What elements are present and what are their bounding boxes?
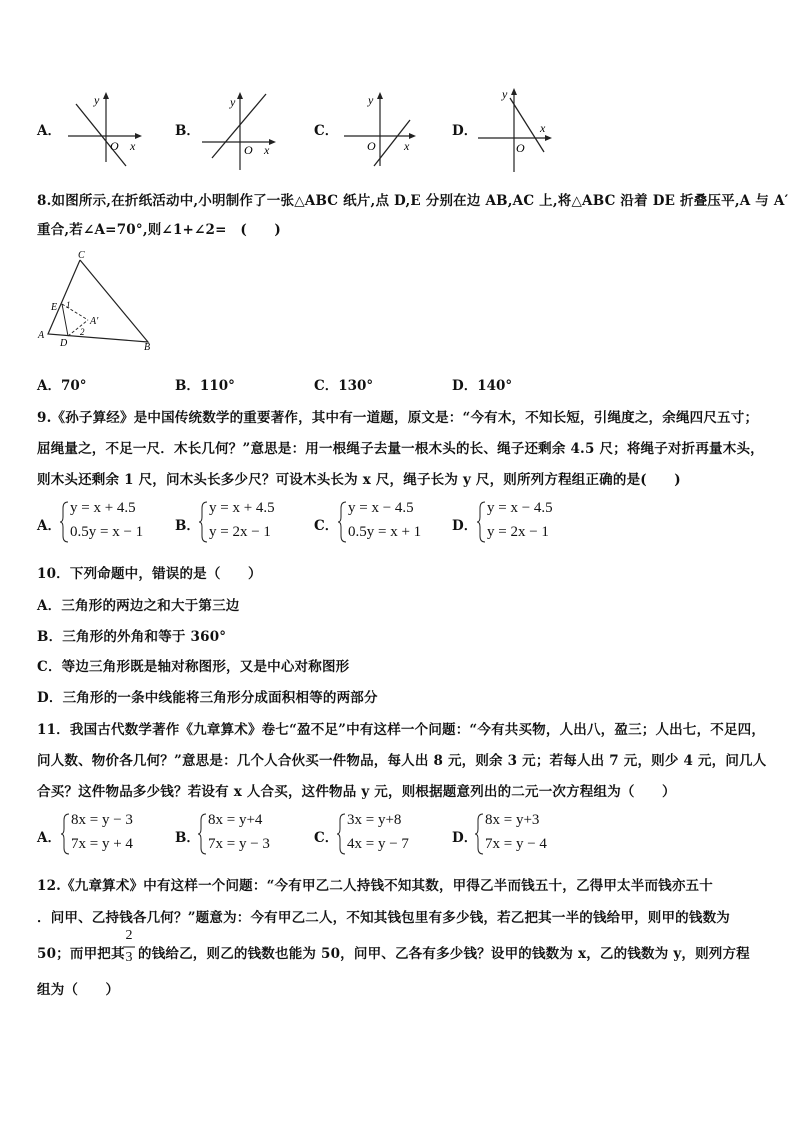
q7-graph-b bbox=[200, 90, 280, 170]
q11-d-eq1: 8x = y+3 bbox=[485, 812, 540, 828]
q11-d-brace bbox=[475, 812, 485, 856]
q9-c-eq1: y = x − 4.5 bbox=[348, 500, 414, 516]
q9-d-eq2: y = 2x − 1 bbox=[487, 524, 549, 540]
q7-b-o: O bbox=[244, 143, 253, 157]
q9-option-a-label: A． bbox=[37, 518, 61, 534]
q11-option-c-label: C． bbox=[314, 830, 339, 846]
q7-c-x: x bbox=[404, 139, 410, 153]
q7-graph-a bbox=[66, 90, 146, 170]
q9-option-c-label: C． bbox=[314, 518, 339, 534]
q8-option-b: B．110° bbox=[175, 378, 235, 394]
q11-line-2: 问人数、物价各几何？”意思是：几个人合伙买一件物品，每人出 8 元，则余 3 元；若每人出 7 元，则少 4 元，问几人 bbox=[37, 753, 767, 769]
q7-option-c-label: C． bbox=[314, 123, 339, 139]
q9-line-3: 则木头还剩余 1 尺，问木头长多少尺？可设木头长为 x 尺，绳子长为 y 尺，则所列方程组正确的是( ) bbox=[37, 472, 681, 488]
q8-option-c: C．130° bbox=[314, 378, 374, 394]
q11-b-eq1: 8x = y+4 bbox=[208, 812, 263, 828]
fraction-bar bbox=[123, 946, 135, 949]
q9-d-eq1: y = x − 4.5 bbox=[487, 500, 553, 516]
q7-option-d-label: D． bbox=[452, 123, 478, 139]
q7-a-y: y bbox=[94, 93, 100, 107]
q10-stem: 10．下列命题中，错误的是（ ） bbox=[37, 566, 262, 582]
q9-b-brace bbox=[199, 500, 209, 544]
q11-option-d-label: D． bbox=[452, 830, 478, 846]
q12-line-1: 12.《九章算术》中有这样一个问题：“今有甲乙二人持钱不知其数，甲得乙半而钱五十，乙得甲太半而钱亦五十 bbox=[37, 878, 713, 894]
q11-a-eq1: 8x = y − 3 bbox=[71, 812, 133, 828]
fig-label-c: C bbox=[78, 250, 85, 261]
q7-d-x: x bbox=[540, 121, 546, 135]
q11-b-eq2: 7x = y − 3 bbox=[208, 836, 270, 852]
q9-option-d-label: D． bbox=[452, 518, 478, 534]
q10-option-a: A．三角形的两边之和大于第三边 bbox=[37, 598, 240, 614]
q12-line-4: 组为（ ） bbox=[37, 982, 120, 998]
q11-a-brace bbox=[61, 812, 71, 856]
q11-d-eq2: 7x = y − 4 bbox=[485, 836, 547, 852]
q8-line-1: 8.如图所示,在折纸活动中,小明制作了一张△ABC 纸片,点 D,E 分别在边 AB,AC 上,将△ABC 沿着 DE 折叠压平,A 与 A′ bbox=[37, 193, 789, 209]
q11-c-brace bbox=[337, 812, 347, 856]
q9-a-eq1: y = x + 4.5 bbox=[70, 500, 136, 516]
q9-c-brace bbox=[338, 500, 348, 544]
q7-d-y: y bbox=[502, 87, 508, 101]
q7-graph-c bbox=[340, 90, 420, 170]
fig-label-a: A bbox=[38, 330, 45, 341]
fraction-numerator: 2 bbox=[125, 928, 133, 943]
q7-b-x: x bbox=[264, 143, 270, 157]
q10-option-d: D．三角形的一条中线能将三角形分成面积相等的两部分 bbox=[37, 690, 378, 706]
q9-b-eq1: y = x + 4.5 bbox=[209, 500, 275, 516]
q8-triangle-figure bbox=[36, 248, 166, 354]
q10-option-b: B．三角形的外角和等于 360° bbox=[37, 629, 227, 645]
fig-label-a-prime: A′ bbox=[90, 316, 99, 327]
q7-graph-d bbox=[476, 86, 556, 176]
q9-a-eq2: 0.5y = x − 1 bbox=[70, 524, 144, 540]
q8-option-a: A．70° bbox=[37, 378, 87, 394]
q11-line-1: 11．我国古代数学著作《九章算术》卷七“盈不足”中有这样一个问题：“今有共买物，人出八，盈三；人出七，不足四， bbox=[37, 722, 766, 738]
q7-option-b-label: B． bbox=[175, 123, 200, 139]
q9-a-brace bbox=[60, 500, 70, 544]
q7-option-a-label: A． bbox=[37, 123, 61, 139]
q7-d-o: O bbox=[516, 141, 525, 155]
fraction-denominator: 3 bbox=[125, 950, 133, 965]
fig-label-2: 2 bbox=[80, 327, 85, 337]
q8-option-d: D．140° bbox=[452, 378, 513, 394]
q9-c-eq2: 0.5y = x + 1 bbox=[348, 524, 422, 540]
q11-c-eq1: 3x = y+8 bbox=[347, 812, 402, 828]
q7-a-o: O bbox=[110, 139, 119, 153]
q9-d-brace bbox=[477, 500, 487, 544]
q9-option-b-label: B． bbox=[175, 518, 200, 534]
fig-label-e: E bbox=[51, 302, 58, 313]
q12-line-3-start: 50；而甲把其 bbox=[37, 946, 125, 962]
fig-label-b: B bbox=[144, 342, 151, 353]
fig-label-d: D bbox=[60, 338, 68, 349]
q8-line-2: 重合,若∠A=70°,则∠1+∠2= ( ) bbox=[37, 222, 281, 238]
q9-line-2: 屈绳量之，不足一尺．木长几何？”意思是：用一根绳子去量一根木头的长、绳子还剩余 4.5 尺；将绳子对折再量木头， bbox=[37, 441, 764, 457]
q7-c-o: O bbox=[367, 139, 376, 153]
q11-a-eq2: 7x = y + 4 bbox=[71, 836, 133, 852]
q9-line-1: 9.《孙子算经》是中国传统数学的重要著作，其中有一道题，原文是：“今有木，不知长短，引绳度之，余绳四尺五寸； bbox=[37, 410, 759, 426]
q7-b-y: y bbox=[230, 95, 236, 109]
q11-b-brace bbox=[198, 812, 208, 856]
q11-c-eq2: 4x = y − 7 bbox=[347, 836, 409, 852]
q10-option-c: C．等边三角形既是轴对称图形，又是中心对称图形 bbox=[37, 659, 350, 675]
q11-option-a-label: A． bbox=[37, 830, 61, 846]
q11-line-3: 合买？这件物品多少钱？若设有 x 人合买，这件物品 y 元，则根据题意列出的二元一次方程组为（ ） bbox=[37, 784, 676, 800]
q7-a-x: x bbox=[130, 139, 136, 153]
q12-line-2: ．问甲、乙持钱各几何？”题意为：今有甲乙二人，不知其钱包里有多少钱，若乙把其一半的钱给甲，则甲的钱数为 bbox=[37, 910, 730, 926]
fig-label-1: 1 bbox=[66, 300, 71, 310]
q7-c-y: y bbox=[368, 93, 374, 107]
q11-option-b-label: B． bbox=[175, 830, 200, 846]
q12-line-3-end: 的钱给乙，则乙的钱数也能为 50，问甲、乙各有多少钱？设甲的钱数为 x，乙的钱数为 y，则列方程 bbox=[138, 946, 750, 962]
q9-b-eq2: y = 2x − 1 bbox=[209, 524, 271, 540]
